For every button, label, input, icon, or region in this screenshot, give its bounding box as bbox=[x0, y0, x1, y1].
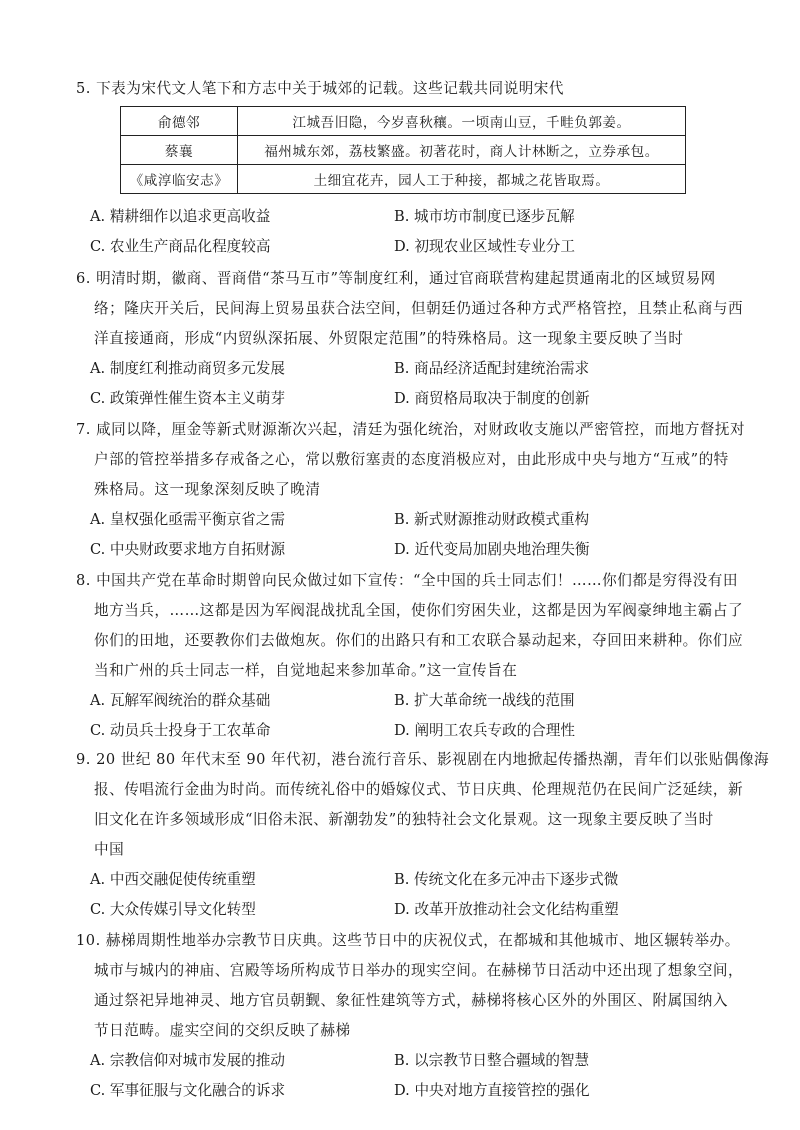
question-stem-line: 中国 bbox=[94, 841, 125, 858]
question-stem-line: 地方当兵，……这都是因为军阀混战扰乱全国，使你们穷困失业，这都是因为军阀豪绅地主霸占了 bbox=[94, 602, 744, 619]
question-number: 9. bbox=[76, 751, 91, 768]
table-cell-record: 江城吾旧隐，今岁喜秋穰。一顷南山豆，千畦负郭姜。 bbox=[238, 107, 686, 136]
option-row bbox=[76, 686, 766, 716]
option-row bbox=[76, 865, 766, 895]
question-stem-line: 20 世纪 80 年代末至 90 年代初，港台流行音乐、影视剧在内地掀起传播热潮，青年们以张贴偶像海 bbox=[96, 751, 770, 768]
question-stem-line: 旧文化在许多领域形成“旧俗未泯、新潮勃发”的独特社会文化景观。这一现象主要反映了当时 bbox=[94, 811, 714, 828]
option-row bbox=[76, 535, 766, 565]
option-d[interactable]: D. 商贸格局取决于制度的创新 bbox=[394, 390, 590, 407]
question-stem-line: 中国共产党在革命时期曾向民众做过如下宣传：“全中国的兵士同志们！……你们都是穷得没有田 bbox=[96, 572, 738, 589]
option-c[interactable]: C. 中央财政要求地方自拓财源 bbox=[90, 541, 286, 558]
option-b[interactable]: B. 商品经济适配封建统治需求 bbox=[394, 360, 590, 377]
question-number: 7. bbox=[76, 421, 91, 438]
option-row bbox=[76, 895, 766, 925]
option-b[interactable]: B. 扩大革命统一战线的范围 bbox=[394, 692, 575, 709]
option-row bbox=[76, 716, 766, 746]
question-5-options bbox=[76, 202, 766, 262]
option-c[interactable]: C. 农业生产商品化程度较高 bbox=[90, 238, 271, 255]
option-c[interactable]: C. 大众传媒引导文化转型 bbox=[90, 901, 256, 918]
option-row bbox=[76, 1076, 766, 1106]
option-d[interactable]: D. 改革开放推动社会文化结构重塑 bbox=[394, 901, 619, 918]
question-stem-line: 咸同以降，厘金等新式财源渐次兴起，清廷为强化统治，对财政收支施以严密管控，而地方督抚对 bbox=[96, 421, 746, 438]
option-row bbox=[76, 202, 766, 232]
question-stem-line: 节日范畴。虚实空间的交织反映了赫梯 bbox=[94, 1022, 351, 1039]
question-6 bbox=[76, 264, 766, 414]
table-row bbox=[121, 107, 686, 136]
option-a[interactable]: A. 精耕细作以追求更高收益 bbox=[90, 208, 271, 225]
option-a[interactable]: A. 制度红利推动商贸多元发展 bbox=[90, 360, 285, 377]
question-10 bbox=[76, 926, 766, 1106]
table-row bbox=[121, 136, 686, 165]
option-d[interactable]: D. 阐明工农兵专政的合理性 bbox=[394, 722, 575, 739]
question-number: 5. bbox=[76, 80, 91, 97]
question-stem-line: 城市与城内的神庙、宫殿等场所构成节日举办的现实空间。在赫梯节日活动中还出现了想象空间， bbox=[94, 962, 744, 979]
option-b[interactable]: B. 城市坊市制度已逐步瓦解 bbox=[394, 208, 575, 225]
question-stem-line: 赫梯周期性地举办宗教节日庆典。这些节日中的庆祝仪式，在都城和其他城市、地区辗转举办。 bbox=[105, 932, 740, 949]
option-c[interactable]: C. 政策弹性催生资本主义萌芽 bbox=[90, 390, 286, 407]
option-d[interactable]: D. 初现农业区域性专业分工 bbox=[394, 238, 575, 255]
option-row bbox=[76, 1046, 766, 1076]
question-9 bbox=[76, 745, 770, 925]
table-row bbox=[121, 165, 686, 194]
source-table bbox=[120, 106, 686, 194]
question-stem-line: 殊格局。这一现象深刻反映了晚清 bbox=[94, 481, 321, 498]
option-d[interactable]: D. 中央对地方直接管控的强化 bbox=[394, 1082, 590, 1099]
option-d[interactable]: D. 近代变局加剧央地治理失衡 bbox=[394, 541, 590, 558]
question-stem-line: 明清时期，徽商、晋商借“茶马互市”等制度红利，通过官商联营构建起贯通南北的区域贸易网 bbox=[96, 270, 716, 287]
question-5 bbox=[76, 74, 766, 104]
question-stem-line: 下表为宋代文人笔下和方志中关于城郊的记载。这些记载共同说明宋代 bbox=[96, 80, 564, 97]
table-cell-source: 蔡襄 bbox=[121, 136, 238, 165]
question-stem-line: 通过祭祀异地神灵、地方官员朝觐、象征性建筑等方式，赫梯将核心区外的外围区、附属国纳入 bbox=[94, 992, 728, 1009]
table-cell-record: 福州城东郊，荔枝繁盛。初著花时，商人计林断之，立券承包。 bbox=[238, 136, 686, 165]
question-stem-line: 你们的田地，还要教你们去做炮灰。你们的出路只有和工农联合暴动起来，夺回田来耕种。你们应 bbox=[94, 632, 744, 649]
option-a[interactable]: A. 中西交融促使传统重塑 bbox=[90, 871, 256, 888]
option-a[interactable]: A. 瓦解军阀统治的群众基础 bbox=[90, 692, 271, 709]
question-7 bbox=[76, 415, 766, 565]
option-row bbox=[76, 354, 766, 384]
option-row bbox=[76, 384, 766, 414]
question-stem-line: 络；隆庆开关后，民间海上贸易虽获合法空间，但朝廷仍通过各种方式严格管控，且禁止私商与西 bbox=[94, 300, 744, 317]
table-cell-record: 土细宜花卉，园人工于种接，都城之花皆取焉。 bbox=[238, 165, 686, 194]
table-cell-source: 俞德邻 bbox=[121, 107, 238, 136]
option-b[interactable]: B. 传统文化在多元冲击下逐步式微 bbox=[394, 871, 619, 888]
question-stem-line: 户部的管控举措多存戒备之心，常以敷衍塞责的态度消极应对，由此形成中央与地方“互戒”的特 bbox=[94, 451, 729, 468]
option-b[interactable]: B. 新式财源推动财政模式重构 bbox=[394, 511, 590, 528]
question-stem-line: 报、传唱流行金曲为时尚。而传统礼俗中的婚嫁仪式、节日庆典、伦理规范仍在民间广泛延续，新 bbox=[94, 781, 744, 798]
question-stem-line: 洋直接通商，形成“内贸纵深拓展、外贸限定范围”的特殊格局。这一现象主要反映了当时 bbox=[94, 330, 684, 347]
question-number: 10. bbox=[76, 932, 101, 949]
question-stem-line: 当和广州的兵士同志一样，自觉地起来参加革命。”这一宣传旨在 bbox=[94, 662, 518, 679]
question-8 bbox=[76, 566, 766, 746]
question-number: 8. bbox=[76, 572, 91, 589]
option-b[interactable]: B. 以宗教节日整合疆域的智慧 bbox=[394, 1052, 590, 1069]
question-number: 6. bbox=[76, 270, 91, 287]
option-c[interactable]: C. 军事征服与文化融合的诉求 bbox=[90, 1082, 286, 1099]
option-a[interactable]: A. 皇权强化亟需平衡京省之需 bbox=[90, 511, 285, 528]
table-cell-source: 《咸淳临安志》 bbox=[121, 165, 238, 194]
option-row bbox=[76, 232, 766, 262]
option-row bbox=[76, 505, 766, 535]
option-c[interactable]: C. 动员兵士投身于工农革命 bbox=[90, 722, 271, 739]
option-a[interactable]: A. 宗教信仰对城市发展的推动 bbox=[90, 1052, 285, 1069]
